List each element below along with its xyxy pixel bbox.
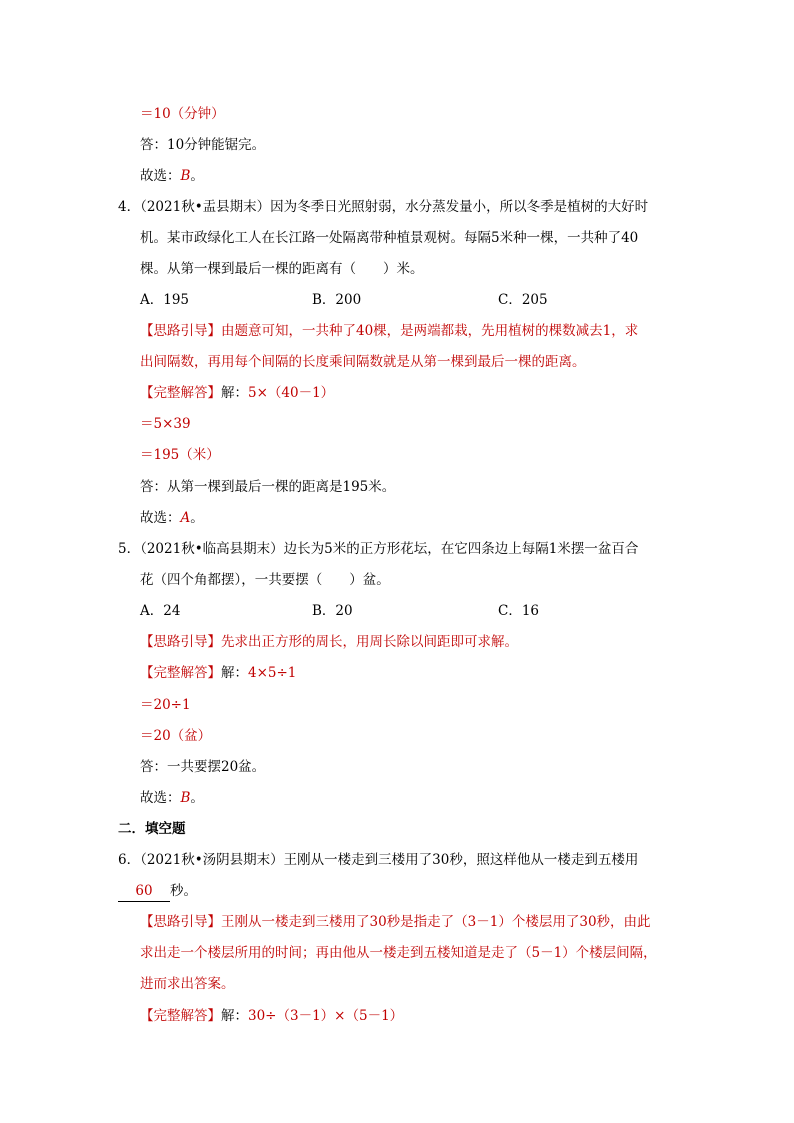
q5-option-c: C．16 (498, 603, 540, 619)
solution-prefix: 解： (221, 1008, 248, 1024)
choice-suffix: 。 (190, 168, 204, 184)
q4-option-b: B．200 (312, 292, 362, 308)
choice-answer: B (180, 790, 191, 806)
q4-solution-2: ＝5×39 (140, 416, 191, 432)
q6-hint-3: 进而求出答案。 (140, 976, 235, 992)
section-heading: 二．填空题 (118, 821, 186, 837)
answer-text: 答：10分钟能锯完。 (140, 137, 266, 153)
choice-suffix: 。 (190, 510, 204, 526)
solution-expr: 4×5÷1 (248, 665, 297, 681)
q6-hint-2: 求出走一个楼层所用的时间；再由他从一楼走到五楼知道是走了（5－1）个楼层间隔， (140, 945, 657, 961)
q5-option-b: B．20 (312, 603, 353, 619)
solution-tag: 【完整解答】 (140, 1008, 221, 1024)
q4-option-a: A．195 (140, 292, 190, 308)
q5-solution-3: ＝20（盆） (140, 728, 212, 744)
q4-stem-2: 机。某市政绿化工人在长江路一处隔离带种植景观树。每隔5米种一棵，一共种了40 (140, 230, 639, 246)
calc-line: ＝10（分钟） (140, 106, 225, 122)
hint-text: 由题意可知，一共种了40棵，是两端都栽，先用植树的棵数减去1，求 (221, 323, 639, 339)
solution-tag: 【完整解答】 (140, 665, 221, 681)
q4-option-c: C．205 (498, 292, 548, 308)
choice-answer: A (180, 510, 191, 526)
choice-answer: B (180, 168, 191, 184)
q5-stem-1: 5．（2021秋•临高县期末）边长为5米的正方形花坛，在它四条边上每隔1米摆一盆百合 (118, 541, 639, 557)
solution-prefix: 解： (221, 385, 248, 401)
solution-expr: 5×（40－1） (248, 385, 335, 401)
choice-prefix: 故选： (140, 790, 181, 806)
answer-line (140, 135, 265, 155)
q4-hint-1 (140, 321, 638, 341)
q4-stem-1: 4．（2021秋•盂县期末）因为冬季日光照射弱，水分蒸发量小，所以冬季是植树的大好时 (118, 199, 649, 215)
q5-hint-1 (140, 632, 518, 652)
hint-tag: 【思路引导】 (140, 914, 221, 930)
stem-suffix: 秒。 (170, 883, 197, 899)
q4-answer: 答：从第一棵到最后一棵的距离是195米。 (140, 479, 396, 495)
q5-choice (140, 788, 204, 808)
q6-hint-1 (140, 912, 651, 932)
hint-text: 王刚从一楼走到三楼用了30秒是指走了（3－1）个楼层用了30秒，由此 (221, 914, 651, 930)
q4-choice (140, 508, 204, 528)
q6-stem-1: 6．（2021秋•汤阴县期末）王刚从一楼走到三楼用了30秒，照这样他从一楼走到五楼用 (118, 852, 639, 868)
q5-solution-1 (140, 663, 296, 683)
choice-prefix: 故选： (140, 510, 181, 526)
q4-stem-3: 棵。从第一棵到最后一棵的距离有（ ）米。 (140, 261, 424, 277)
hint-text: 先求出正方形的周长，用周长除以间距即可求解。 (221, 634, 518, 650)
solution-prefix: 解： (221, 665, 248, 681)
q4-solution-1 (140, 383, 334, 403)
choice-suffix: 。 (190, 790, 204, 806)
hint-tag: 【思路引导】 (140, 634, 221, 650)
q4-solution-3: ＝195（米） (140, 447, 220, 463)
q5-option-a: A．24 (140, 603, 181, 619)
q6-solution-1 (140, 1006, 403, 1026)
q5-solution-2: ＝20÷1 (140, 697, 191, 713)
hint-tag: 【思路引导】 (140, 323, 221, 339)
choice-line (140, 166, 204, 186)
solution-expr: 30÷（3－1）×（5－1） (248, 1008, 404, 1024)
q6-stem-2 (118, 881, 197, 902)
q4-hint-2: 出间隔数，再用每个间隔的长度乘间隔数就是从第一棵到最后一棵的距离。 (140, 354, 586, 370)
q5-stem-2: 花（四个角都摆），一共要摆（ ）盆。 (140, 572, 390, 588)
choice-prefix: 故选： (140, 168, 181, 184)
solution-tag: 【完整解答】 (140, 385, 221, 401)
q5-answer: 答：一共要摆20盆。 (140, 759, 266, 775)
answer-blank: 60 (118, 881, 170, 902)
